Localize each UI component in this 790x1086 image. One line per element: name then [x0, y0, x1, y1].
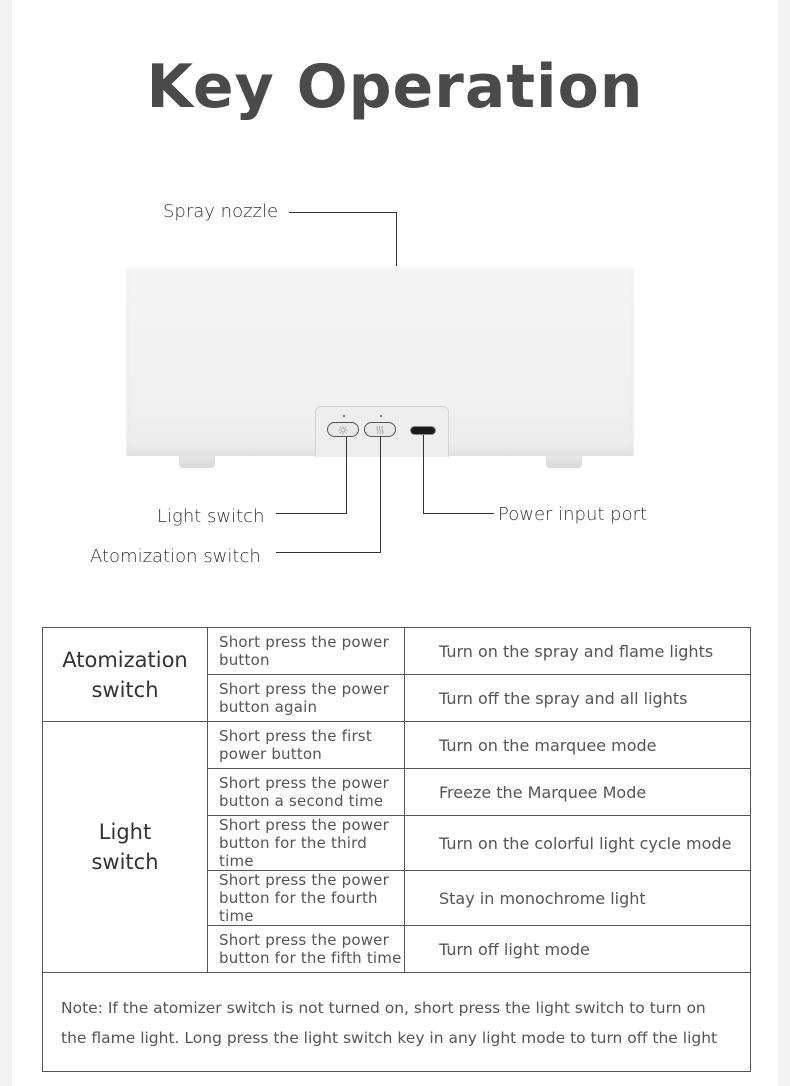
light-switch-button[interactable] [327, 422, 359, 437]
group-name-line: switch [91, 850, 159, 874]
spray-nozzle-label: Spray nozzle [163, 201, 279, 222]
atomization-switch-button[interactable] [364, 422, 396, 437]
action-cell: Short press the power button for the fourth time [208, 871, 405, 926]
atomization-switch-leader-v [380, 437, 381, 553]
result-cell: Turn off the spray and all lights [405, 675, 751, 722]
result-cell: Turn on the spray and flame lights [405, 628, 751, 675]
power-input-port-label: Power input port [498, 504, 648, 525]
group-name-line: Light [98, 820, 152, 844]
group-name-line: Atomization [62, 647, 188, 672]
mist-icon [375, 425, 385, 435]
power-input-port [410, 426, 436, 435]
atomization-indicator-dot [380, 415, 382, 417]
light-switch-group-cell [43, 722, 208, 973]
power-port-leader-v [423, 435, 424, 514]
action-cell: Short press the first power button [208, 722, 405, 769]
device-top-edge [128, 266, 632, 272]
action-cell: Short press the power button for the fifth time [208, 926, 405, 973]
device-foot-right [546, 456, 582, 468]
light-indicator-dot [343, 415, 345, 417]
result-cell: Turn on the colorful light cycle mode [405, 816, 751, 871]
action-cell: Short press the power button for the third time [208, 816, 405, 871]
note-cell: Note: If the atomizer switch is not turned on, short press the light switch to turn on the flame light. Long press the light switch key in any light mode to turn off the light [43, 973, 751, 1072]
action-cell: Short press the power button a second time [208, 769, 405, 816]
group-name-line: switch [91, 677, 159, 702]
table-row [43, 973, 751, 1072]
atomization-switch-leader-h [276, 552, 381, 553]
table-row [43, 722, 751, 769]
result-cell: Freeze the Marquee Mode [405, 769, 751, 816]
page-title: Key Operation [146, 52, 644, 122]
sun-icon [338, 425, 348, 435]
action-cell: Short press the power button [208, 628, 405, 675]
light-switch-leader-h [276, 513, 347, 514]
atomization-switch-label: Atomization switch [90, 546, 261, 567]
spray-nozzle-leader-h [289, 212, 397, 213]
result-cell: Stay in monochrome light [405, 871, 751, 926]
action-cell: Short press the power button again [208, 675, 405, 722]
light-switch-leader-v [346, 437, 347, 514]
result-cell: Turn off light mode [405, 926, 751, 973]
atomization-switch-group-cell [43, 628, 208, 722]
light-switch-label: Light switch [157, 506, 265, 527]
table-row [43, 628, 751, 675]
key-operation-table [42, 627, 751, 1072]
spray-nozzle-leader-v [396, 212, 397, 266]
device-foot-left [179, 456, 215, 468]
result-cell: Turn on the marquee mode [405, 722, 751, 769]
power-port-leader-h [423, 513, 494, 514]
